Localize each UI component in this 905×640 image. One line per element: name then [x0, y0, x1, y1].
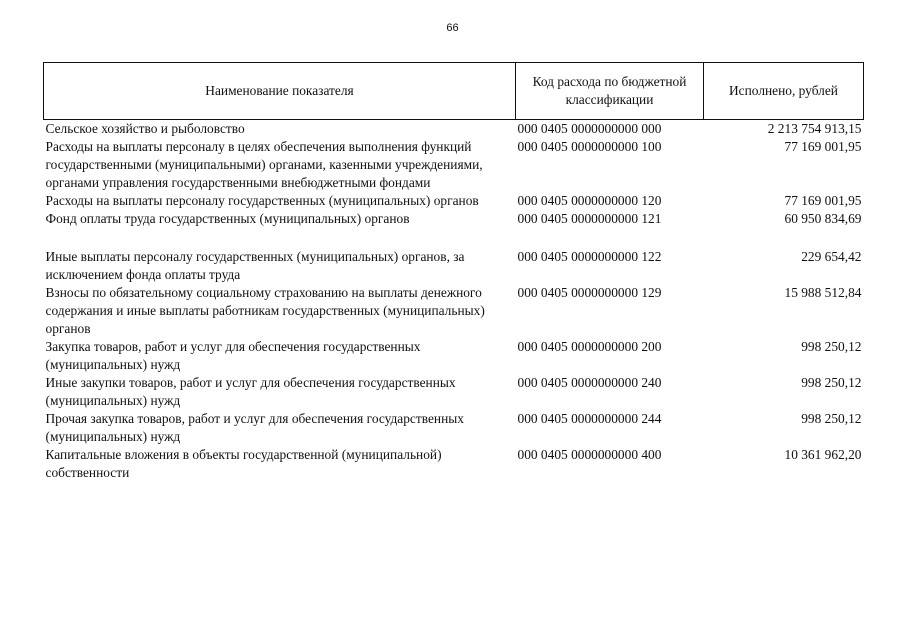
row-budget-code: 000 0405 0000000000 122 — [517, 249, 662, 264]
row-budget-code: 000 0405 0000000000 240 — [517, 375, 662, 390]
row-indicator-name: Расходы на выплаты персоналу государственных (муниципальных) органов — [45, 193, 479, 208]
row-executed-amount: 60 950 834,69 — [784, 211, 862, 226]
row-executed-amount: 998 250,12 — [801, 411, 862, 426]
row-executed-amount: 2 213 754 913,15 — [767, 121, 862, 136]
table-row — [44, 192, 864, 210]
row-budget-code: 000 0405 0000000000 200 — [517, 339, 662, 354]
row-executed-amount: 77 169 001,95 — [784, 193, 862, 208]
table-row — [44, 210, 864, 248]
header-indicator-name: Наименование показателя — [44, 63, 516, 120]
row-indicator-name: Иные закупки товаров, работ и услуг для обеспечения государственных (муниципальных) нужд — [45, 375, 456, 408]
row-executed-amount: 77 169 001,95 — [784, 139, 862, 154]
row-executed-amount: 998 250,12 — [801, 339, 862, 354]
table-row — [44, 374, 864, 410]
table-row — [44, 120, 864, 139]
row-budget-code: 000 0405 0000000000 129 — [517, 285, 662, 300]
table-header-row — [44, 63, 864, 120]
row-indicator-name: Закупка товаров, работ и услуг для обеспечения государственных (муниципальных) нужд — [45, 339, 421, 372]
row-indicator-name: Иные выплаты персоналу государственных (муниципальных) органов, за исключением фонда оплаты труда — [45, 249, 465, 282]
row-budget-code: 000 0405 0000000000 400 — [517, 447, 662, 462]
table-row — [44, 284, 864, 338]
row-indicator-name: Расходы на выплаты персоналу в целях обеспечения выполнения функций государственными (муниципальными) органами, казенными учреждениями, органами управления государственными внебюджетными фондами — [45, 139, 483, 190]
row-indicator-name: Капитальные вложения в объекты государственной (муниципальной) собственности — [45, 447, 442, 480]
table-row — [44, 138, 864, 192]
table-row — [44, 248, 864, 284]
row-budget-code: 000 0405 0000000000 121 — [517, 211, 662, 226]
row-budget-code: 000 0405 0000000000 120 — [517, 193, 662, 208]
row-budget-code: 000 0405 0000000000 000 — [517, 121, 662, 136]
table-row — [44, 410, 864, 446]
row-executed-amount: 10 361 962,20 — [784, 447, 862, 462]
row-indicator-name: Сельское хозяйство и рыболовство — [45, 121, 245, 136]
budget-execution-table — [43, 62, 864, 482]
table-row — [44, 338, 864, 374]
row-executed-amount: 15 988 512,84 — [784, 285, 862, 300]
header-executed-amount: Исполнено, рублей — [704, 63, 864, 120]
row-executed-amount: 998 250,12 — [801, 375, 862, 390]
page-number: 66 — [446, 22, 459, 34]
row-indicator-name: Взносы по обязательному социальному страхованию на выплаты денежного содержания и иные выплаты работникам государственных (муниципальных) органов — [45, 285, 485, 336]
row-executed-amount: 229 654,42 — [801, 249, 862, 264]
row-budget-code: 000 0405 0000000000 100 — [517, 139, 662, 154]
table-row — [44, 446, 864, 482]
row-indicator-name: Прочая закупка товаров, работ и услуг для обеспечения государственных (муниципальных) нужд — [45, 411, 464, 444]
row-budget-code: 000 0405 0000000000 244 — [517, 411, 662, 426]
header-budget-code: Код расхода по бюджетной классификации — [516, 63, 704, 120]
row-indicator-name: Фонд оплаты труда государственных (муниципальных) органов — [45, 211, 410, 226]
